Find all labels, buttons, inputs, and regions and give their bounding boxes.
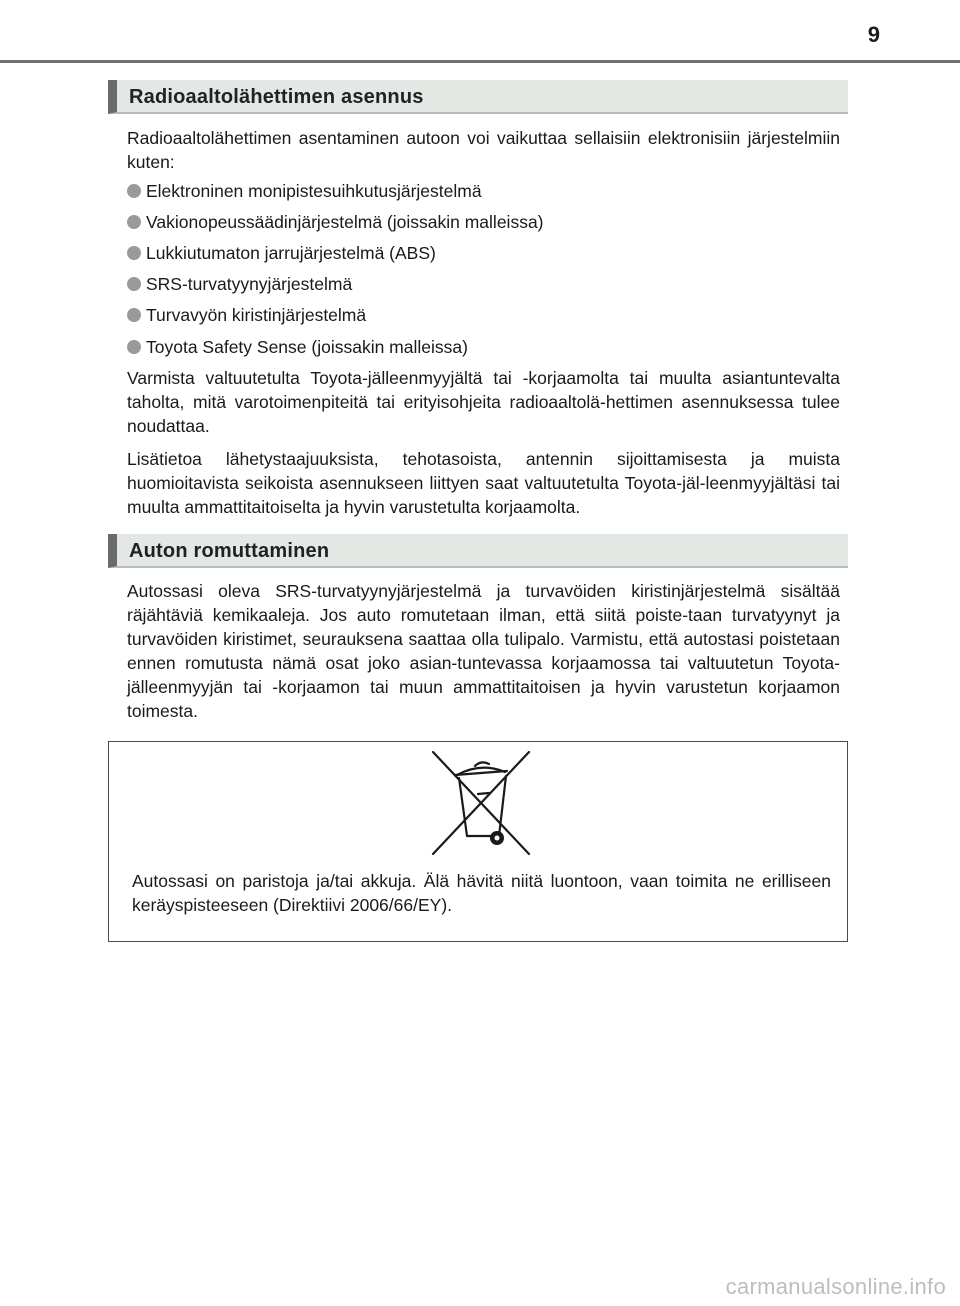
installation-advice-paragraph: Varmista valtuutetulta Toyota-jälleenmyyjältä tai -korjaamolta tai muulta asiantuntevalta taholta, mitä varotoimenpiteitä tai erityisohjeita radioaaltolä-hettimen asennuksessa tulee noudattaa. <box>127 368 840 436</box>
battery-disposal-text: Autossasi on paristoja ja/tai akkuja. Älä hävitä niitä luontoon, vaan toimita ne erilliseen keräyspisteeseen (Direktiivi 2006/66/EY). <box>132 871 831 915</box>
bullet-text: Lukkiutumaton jarrujärjestelmä (ABS) <box>146 243 436 263</box>
bullet-item <box>127 210 544 234</box>
bullet-dot-icon <box>127 215 141 229</box>
bullet-item <box>127 303 366 327</box>
bullet-text: Vakionopeussäädinjärjestelmä (joissakin malleissa) <box>146 212 544 232</box>
battery-disposal-notice <box>108 741 848 942</box>
section-header-radio-transmitter <box>108 80 848 114</box>
bullet-dot-icon <box>127 277 141 291</box>
scrapping-paragraph: Autossasi oleva SRS-turvatyynyjärjestelmä ja turvavöiden kiristinjärjestelmä sisältää räjähtäviä kemikaaleja. Jos auto romutetaan ilman, että siitä poiste-taan turvatyynyt ja turvavöiden kiristimet, seurauksena saattaa olla tulipalo. Varmistu, että autostasi poistetaan ennen romutusta nämä osat joko asian-tuntevassa korjaamossa tai valtuutetun Toyota-jälleenmyyjän tai -korjaamon tai muun ammattitaitoisen ja hyvin varustetun korjaamon toimesta. <box>127 581 840 721</box>
bullet-item <box>127 241 436 265</box>
additional-info-paragraph: Lisätietoa lähetystaajuuksista, tehotasoista, antennin sijoittamisesta ja muista huomioitavista seikoista asennukseen liittyen saat valtuutetulta Toyota-jäl-leenmyyjältäsi tai muulta ammattitaitoiselta ja hyvin varustetulta korjaamolta. <box>127 449 840 517</box>
bullet-dot-icon <box>127 184 141 198</box>
bullet-text: SRS-turvatyynyjärjestelmä <box>146 274 353 294</box>
intro-paragraph: Radioaaltolähettimen asentaminen autoon voi vaikuttaa sellaisiin elektronisiin järjestelmiin kuten: <box>127 128 840 172</box>
bullet-text: Elektroninen monipistesuihkutusjärjestelmä <box>146 181 482 201</box>
section-title: Auton romuttaminen <box>129 540 330 562</box>
bullet-text: Toyota Safety Sense (joissakin malleissa) <box>146 337 468 357</box>
top-rule <box>0 60 960 63</box>
bullet-dot-icon <box>127 246 141 260</box>
bullet-item <box>127 179 482 203</box>
bullet-dot-icon <box>127 340 141 354</box>
bullet-item <box>127 272 352 296</box>
watermark: carmanualsonline.info <box>725 1274 946 1299</box>
crossed-out-wheelie-bin-icon <box>429 748 533 860</box>
bullet-item <box>127 335 468 359</box>
page-number: 9 <box>867 22 880 47</box>
section-title: Radioaaltolähettimen asennus <box>129 86 424 108</box>
section-header-scrapping <box>108 534 848 568</box>
bullet-text: Turvavyön kiristinjärjestelmä <box>146 305 367 325</box>
bullet-dot-icon <box>127 308 141 322</box>
